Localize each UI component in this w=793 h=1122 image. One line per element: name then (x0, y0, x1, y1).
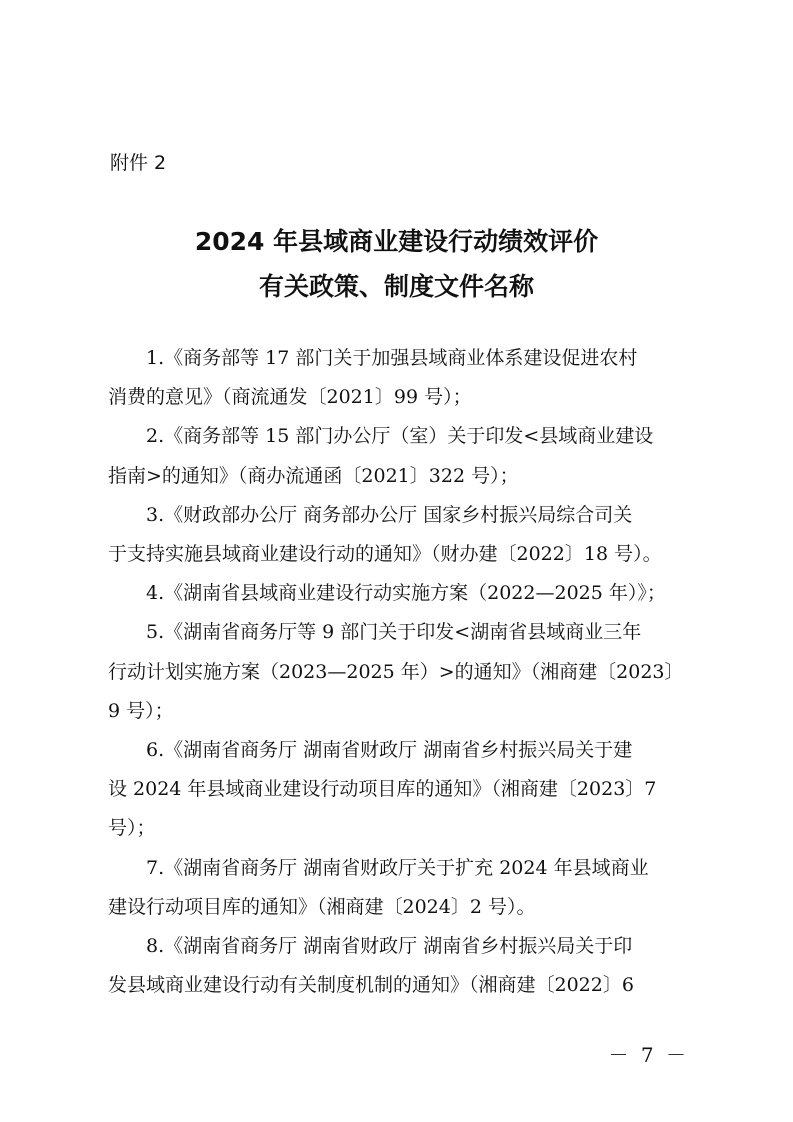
list-item (108, 613, 698, 731)
list-item (108, 731, 698, 849)
list-item-line: 行动计划实施方案（2023—2025 年）>的通知》（湘商建〔2023〕 (108, 660, 684, 683)
list-item-line: 9 号）； (108, 699, 174, 722)
title-line-1: 2024 年县域商业建设行动绩效评价 (194, 227, 599, 256)
list-item-line: 8.《湖南省商务厅 湖南省财政厅 湖南省乡村振兴局关于印 (146, 935, 633, 958)
list-item-line: 4.《湖南省县域商业建设行动实施方案（2022—2025 年）》； (146, 582, 666, 605)
list-item-line: 设 2024 年县域商业建设行动项目库的通知》（湘商建〔2023〕7 (108, 778, 657, 801)
list-item (108, 849, 698, 927)
list-item-line: 3.《财政部办公厅 商务部办公厅 国家乡村振兴局综合司关 (146, 503, 633, 526)
list-item-line: 2.《商务部等 15 部门办公厅（室）关于印发<县域商业建设 (146, 425, 654, 448)
list-item-line: 1.《商务部等 17 部门关于加强县域商业体系建设促进农村 (146, 347, 638, 369)
list-item-line: 7.《湖南省商务厅 湖南省财政厅关于扩充 2024 年县域商业 (146, 856, 649, 879)
title-line-2: 有关政策、制度文件名称 (258, 272, 534, 301)
list-item-line: 6.《湖南省商务厅 湖南省财政厅 湖南省乡村振兴局关于建 (146, 739, 633, 762)
attachment-label: 附件 2 (110, 152, 167, 174)
list-item (108, 417, 698, 495)
list-item (108, 339, 698, 417)
list-item-line: 指南>的通知》（商办流通函〔2021〕322 号）； (108, 464, 519, 487)
list-item-line: 号）； (108, 817, 156, 840)
list-item-line: 于支持实施县域商业建设行动的通知》（财办建〔2022〕18 号）。 (108, 543, 662, 566)
list-item-line: 建设行动项目库的通知》（湘商建〔2024〕2 号）。 (108, 895, 536, 918)
document-title (0, 219, 793, 309)
list-item (108, 927, 698, 1005)
list-item-line: 发县域商业建设行动有关制度机制的通知》（湘商建〔2022〕6 (108, 974, 634, 997)
list-item-line: 消费的意见》（商流通发〔2021〕99 号）； (108, 386, 472, 409)
list-item-line: 5.《湖南省商务厅等 9 部门关于印发<湖南省县域商业三年 (146, 621, 642, 644)
list-item (108, 574, 698, 613)
document-list (108, 339, 698, 1005)
list-item (108, 496, 698, 574)
page-number: － 7 － (608, 1043, 689, 1067)
